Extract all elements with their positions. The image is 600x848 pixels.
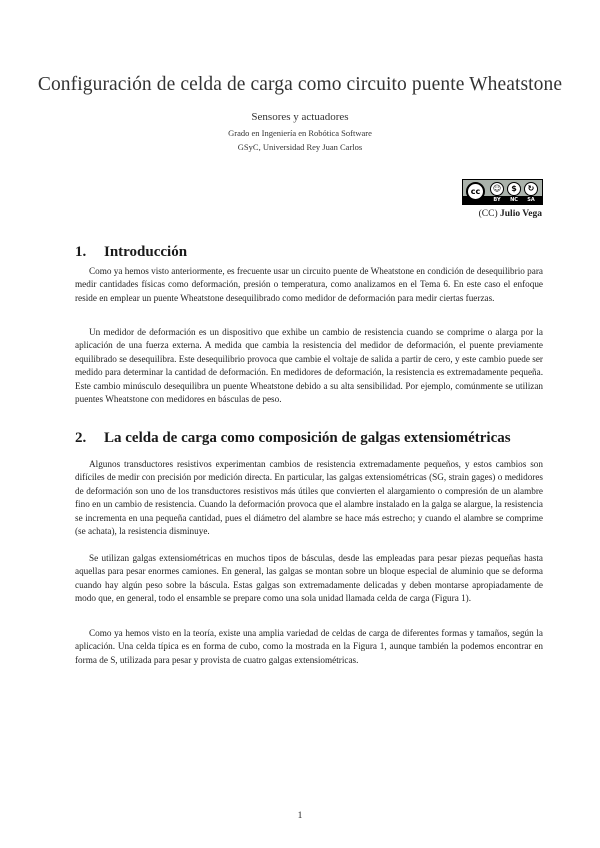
by-tag: BY (493, 197, 501, 203)
affiliation-university: GSyC, Universidad Rey Juan Carlos (237, 142, 363, 152)
cc-license-badge[interactable] (462, 179, 543, 205)
cc-icon: cc (466, 182, 485, 201)
nc-icon: $ (507, 182, 521, 196)
by-icon: ☺ (490, 182, 504, 196)
sa-tag: SA (527, 197, 535, 203)
author-name: Julio Vega (500, 209, 542, 219)
section-title: La celda de carga como composición de galgas extensiométricas (104, 430, 511, 446)
document-title: Configuración de celda de carga como circuito puente Wheatstone (37, 74, 563, 95)
paragraph: Un medidor de deformación es un dispositivo que exhibe un cambio de resistencia cuando se comprime o alarga por la aplicación de una fuerza externa. A medida que cambia la resistencia del medidor de deformación, el puente previamente equilibrado se desequilibra. Este desequilibrio provoca que cambie el voltaje de salida a partir de cero, y este cambio puede ser medido para determinar la cantidad de deformación. En medidores de deformación, la resistencia es extremadamente pequeña. Este cambio minúsculo desequilibra un puente Wheatstone debido a su alta sensibilidad. Por ejemplo, comúnmente se utilizan puentes Wheatstone con medidores en básculas de peso. (75, 327, 543, 405)
sa-icon: ↻ (524, 182, 538, 196)
document-subtitle: Sensores y actuadores (251, 111, 349, 123)
license-credit (479, 209, 542, 219)
paragraph: Algunos transductores resistivos experimentan cambios de resistencia extremadamente pequeños, y estos cambios son difíciles de medir con precisión por medición directa. En particular, las galgas extensiométricas (SG, strain gages) o medidores de deformación son uno de los transductores resistivos más útiles que convierten el alargamiento o compresión de un alambre fino en un cambio de resistencia. Cuando la deformación provoca que el alambre instalado en la galga se alargue, la resistencia se incrementa en una pequeña cantidad, pues el diámetro del alambre se hace más estrecho; y cuando el alambre se comprime (se achata), la resistencia disminuye. (75, 459, 543, 537)
section-title: Introducción (104, 244, 188, 260)
section-heading-celda-de-carga (75, 430, 511, 447)
paragraph: Como ya hemos visto anteriormente, es frecuente usar un circuito puente de Wheatstone en condición de desequilibrio para medir cantidades físicas como deformación, presión o temperatura, como analizamos en el Tema 6. En este caso el enfoque reside en emplear un puente Wheatstone desequilibrado como medidor de deformación para medir ciertas fuerzas. (75, 266, 543, 303)
page-number: 1 (297, 811, 303, 821)
section-number: 2. (75, 430, 87, 446)
license-prefix: (CC) (478, 209, 498, 219)
paragraph: Se utilizan galgas extensiométricas en muchos tipos de básculas, desde las empleadas para pesar piezas pequeñas hasta aquellas para pesar enormes camiones. En general, las galgas se montan sobre un bloque especial de aluminio que se deforma cuando hay algún peso sobre la báscula. Estas galgas son extremadamente delicadas y deben montarse apropiadamente de modo que, en general, todo el ensamble se prepare como una sola unidad llamada celda de carga (Figura 1). (75, 553, 543, 604)
section-number: 1. (75, 244, 87, 260)
paragraph: Como ya hemos visto en la teoría, existe una amplia variedad de celdas de carga de diferentes formas y tamaños, según la aplicación. Una celda típica es en forma de cubo, como la mostrada en la Figura 1, aunque también la podemos encontrar en forma de S, utilizada para pesar y provista de cuatro galgas extensiométricas. (75, 628, 543, 665)
affiliation-degree: Grado en Ingeniería en Robótica Software (228, 128, 372, 138)
section-heading-introduccion (75, 244, 187, 261)
nc-tag: NC (510, 197, 518, 203)
